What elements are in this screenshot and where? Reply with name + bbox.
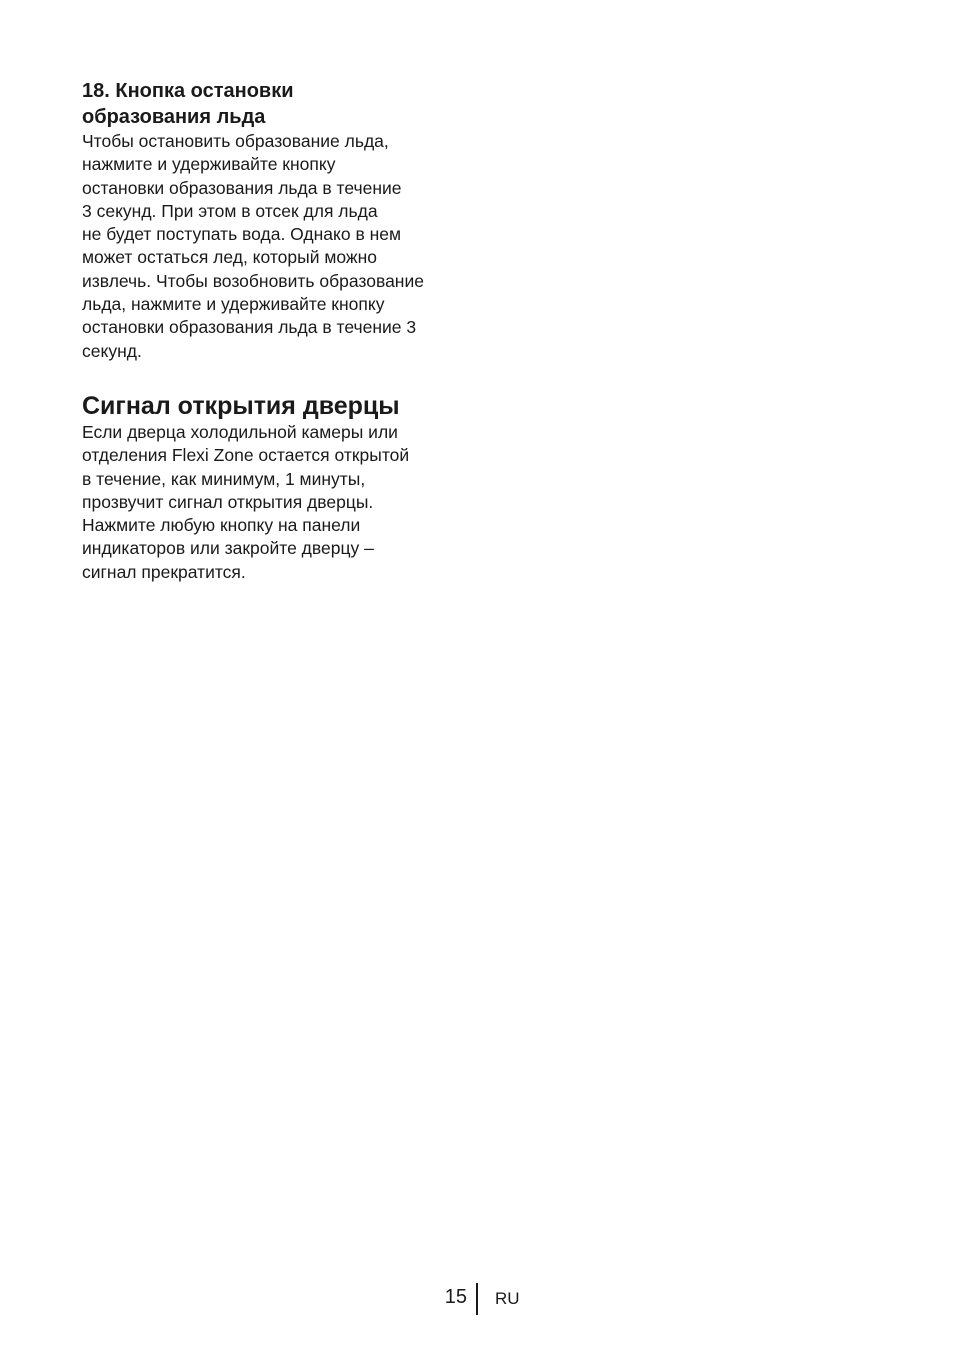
text-line: Нажмите любую кнопку на панели [82,515,361,536]
text-line: 3 секунд. При этом в отсек для льда [82,200,378,221]
text-line: льда, нажмите и удерживайте кнопку [82,294,385,315]
main-column [82,78,482,584]
heading-line: 18. Кнопка остановки [82,80,294,102]
text-line: извлечь. Чтобы возобновить образование [82,270,424,291]
text-line: остановки образования льда в течение [82,177,402,198]
text-line: Чтобы остановить образование льда, [82,131,389,151]
text-line: отделения Flexi Zone остается открытой [82,445,410,466]
text-line: не будет поступать вода. Однако в нем [82,224,402,245]
text-line: сигнал прекратится. [82,561,246,582]
page-footer [0,1283,954,1317]
page-number: 15 [444,1286,467,1308]
language-code: RU [495,1289,520,1308]
ice-stop-heading [82,78,482,130]
text-line: Если дверца холодильной камеры или [82,421,398,442]
footer-divider [476,1283,478,1315]
text-line: может остаться лед, который можно [82,247,378,268]
ice-stop-paragraph [82,130,482,363]
door-alarm-paragraph [82,421,482,584]
text-line: индикаторов или закройте дверцу – [82,538,374,559]
text-line: прозвучит сигнал открытия дверцы. [82,491,374,512]
heading-line: образования льда [82,106,266,128]
text-line: секунд. [82,340,142,361]
text-line: нажмите и удерживайте кнопку [82,154,336,175]
text-line: остановки образования льда в течение 3 [82,317,417,338]
text-line: в течение, как минимум, 1 минуты, [82,468,366,489]
door-alarm-title: Сигнал открытия дверцы [82,391,400,420]
